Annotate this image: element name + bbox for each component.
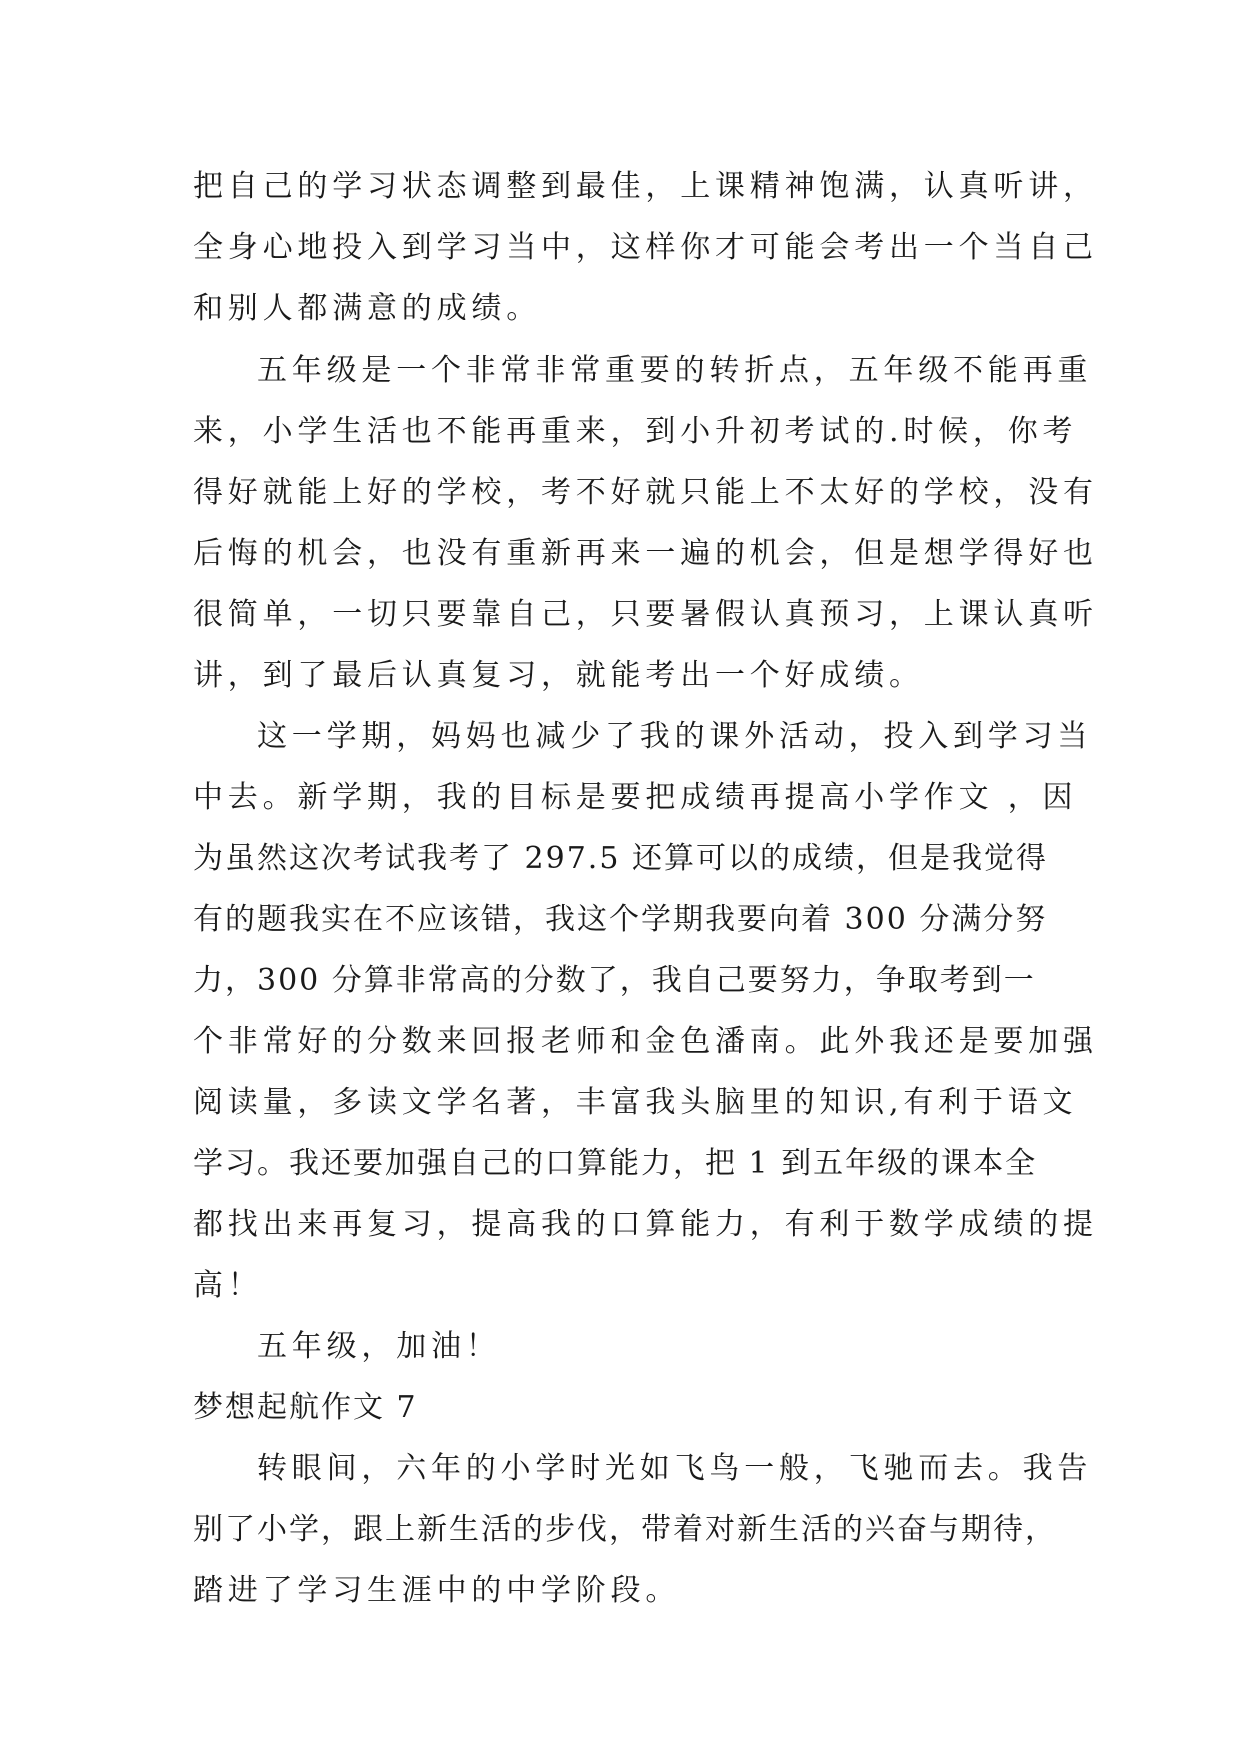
text-line-15: 个非常好的分数来回报老师和金色潘南。此外我还是要加强 (193, 1024, 1098, 1059)
text-line-14: 力，300 分算非常高的分数了，我自己要努力，争取考到一 (193, 963, 1036, 998)
text-line-6: 得好就能上好的学校，考不好就只能上不太好的学校，没有 (193, 475, 1098, 510)
text-line-24: 踏进了学习生涯中的中学阶段。 (193, 1573, 681, 1608)
text-line-3: 和别人都满意的成绩。 (193, 291, 541, 326)
text-line-9: 讲，到了最后认真复习，就能考出一个好成绩。 (193, 658, 924, 693)
text-line-22: 转眼间，六年的小学时光如飞鸟一般，飞驰而去。我告 (257, 1451, 1093, 1486)
text-line-18: 都找出来再复习，提高我的口算能力，有利于数学成绩的提 (193, 1207, 1098, 1242)
text-line-4: 五年级是一个非常非常重要的转折点，五年级不能再重 (257, 353, 1093, 388)
text-line-13: 有的题我实在不应该错，我这个学期我要向着 300 分满分努 (193, 902, 1048, 937)
text-line-7: 后悔的机会，也没有重新再来一遍的机会，但是想学得好也 (193, 536, 1098, 571)
text-line-8: 很简单，一切只要靠自己，只要暑假认真预习，上课认真听 (193, 597, 1098, 632)
text-line-23: 别了小学，跟上新生活的步伐，带着对新生活的兴奋与期待， (193, 1512, 1057, 1547)
text-line-17: 学习。我还要加强自己的口算能力，把 1 到五年级的课本全 (193, 1146, 1038, 1181)
text-line-5: 来，小学生活也不能再重来，到小升初考试的.时候，你考 (193, 414, 1078, 449)
text-line-19: 高！ (193, 1268, 263, 1303)
text-line-16: 阅读量，多读文学名著，丰富我头脑里的知识,有利于语文 (193, 1085, 1078, 1120)
text-line-1: 把自己的学习状态调整到最佳，上课精神饱满，认真听讲， (193, 169, 1098, 204)
text-line-2: 全身心地投入到学习当中，这样你才可能会考出一个当自己 (193, 230, 1098, 265)
text-line-12: 为虽然这次考试我考了 297.5 还算可以的成绩，但是我觉得 (193, 841, 1048, 876)
text-line-10: 这一学期，妈妈也减少了我的课外活动，投入到学习当 (257, 719, 1093, 754)
section-heading: 梦想起航作文 7 (193, 1390, 418, 1425)
text-line-11: 中去。新学期，我的目标是要把成绩再提高小学作文 ，因 (193, 780, 1078, 815)
text-line-20: 五年级，加油！ (257, 1329, 501, 1364)
